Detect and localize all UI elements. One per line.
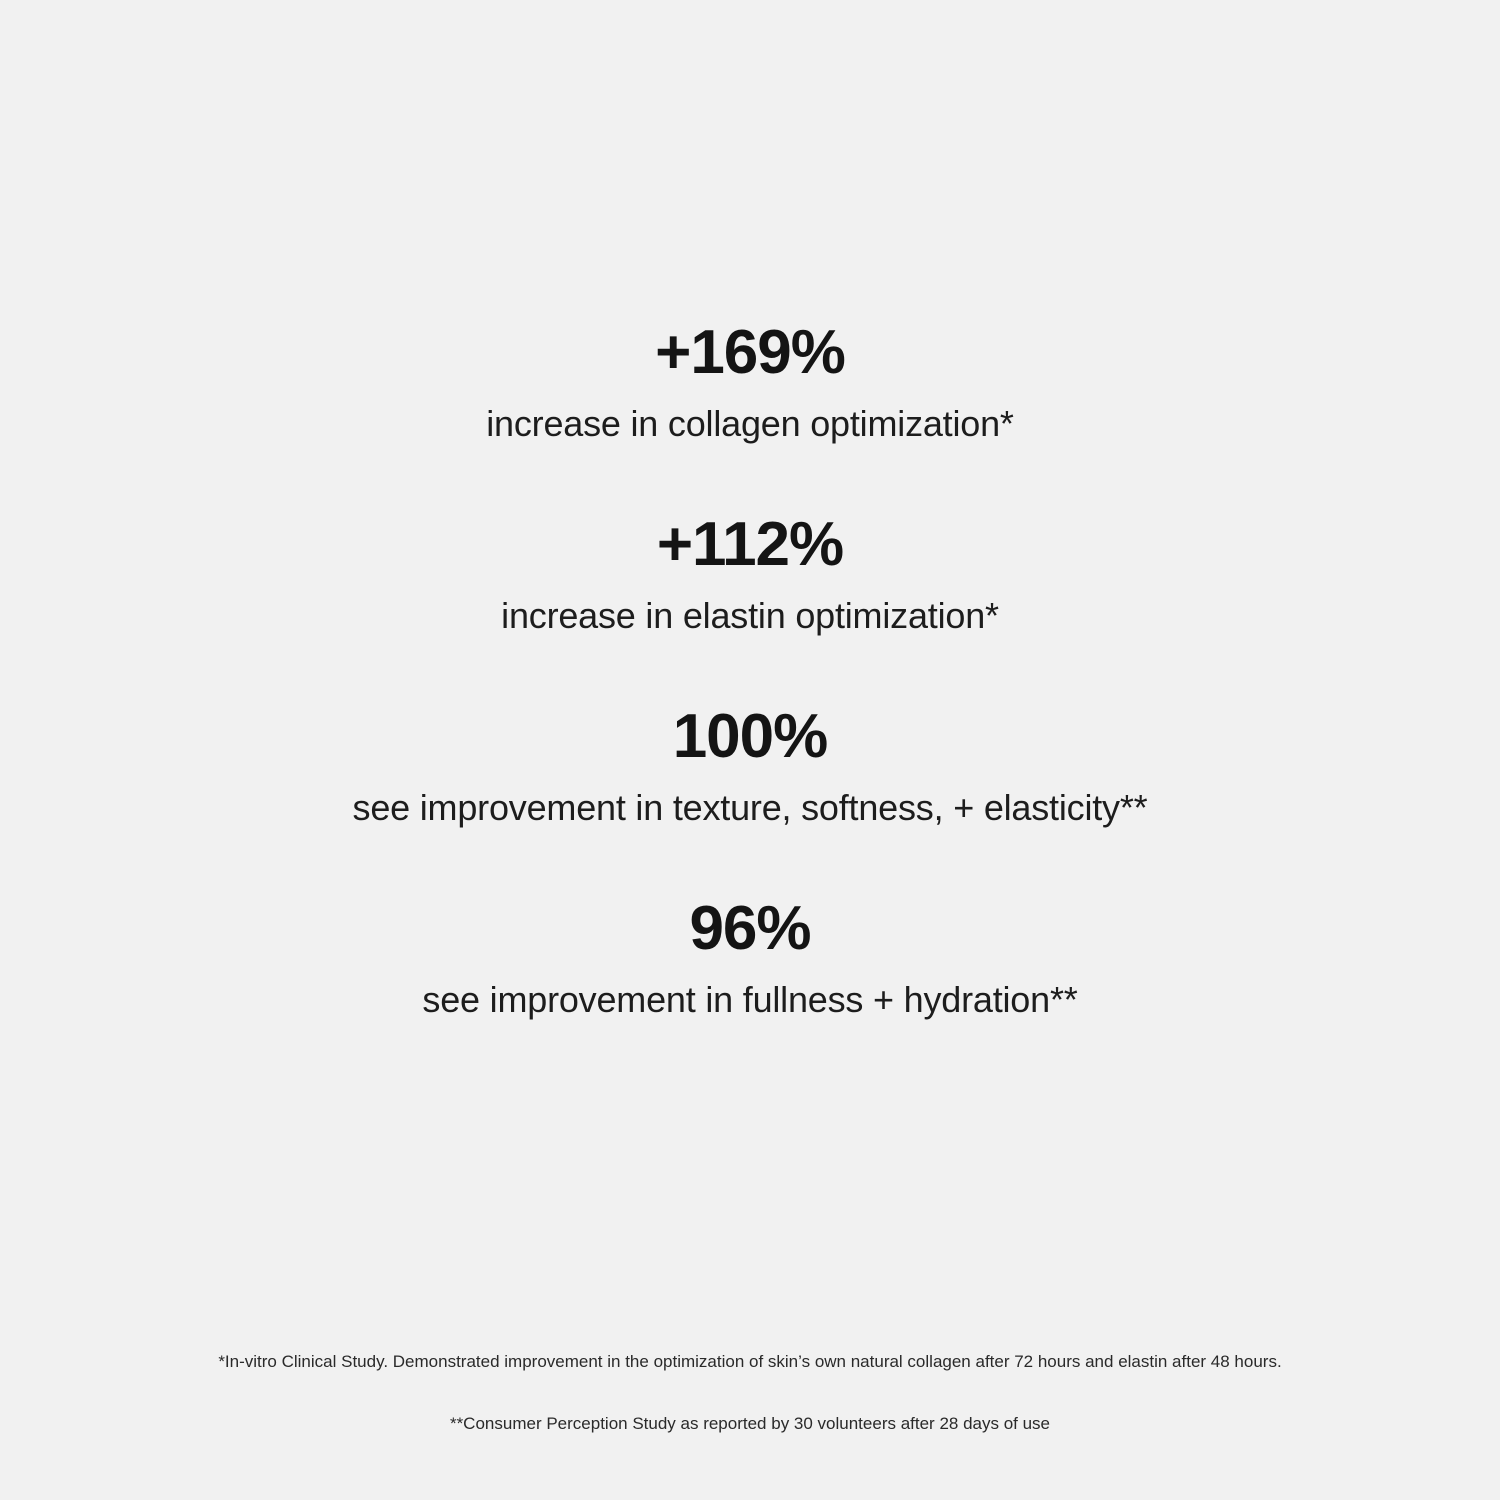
stat-value: +169% <box>655 318 845 387</box>
stat-value: 100% <box>672 702 828 772</box>
stat-item <box>0 320 1500 446</box>
footnotes <box>0 1350 1500 1436</box>
stats-list <box>0 320 1500 1022</box>
stat-value: +112% <box>656 510 844 580</box>
stat-label: see improvement in texture, softness, + elasticity** <box>352 787 1148 829</box>
stat-item <box>0 512 1500 638</box>
stat-item <box>0 896 1500 1022</box>
stat-value: 96% <box>689 894 811 964</box>
footnote-consumer-study: **Consumer Perception Study as reported by 30 volunteers after 28 days of use <box>449 1414 1051 1434</box>
footnote-clinical-study: *In-vitro Clinical Study. Demonstrated improvement in the optimization of skin’s own natural collagen after 72 hours and elastin after 48 hours. <box>218 1352 1282 1372</box>
stat-label: increase in elastin optimization* <box>501 595 999 637</box>
stat-item <box>0 704 1500 830</box>
stat-label: increase in collagen optimization* <box>486 403 1014 445</box>
stat-label: see improvement in fullness + hydration** <box>422 979 1078 1021</box>
